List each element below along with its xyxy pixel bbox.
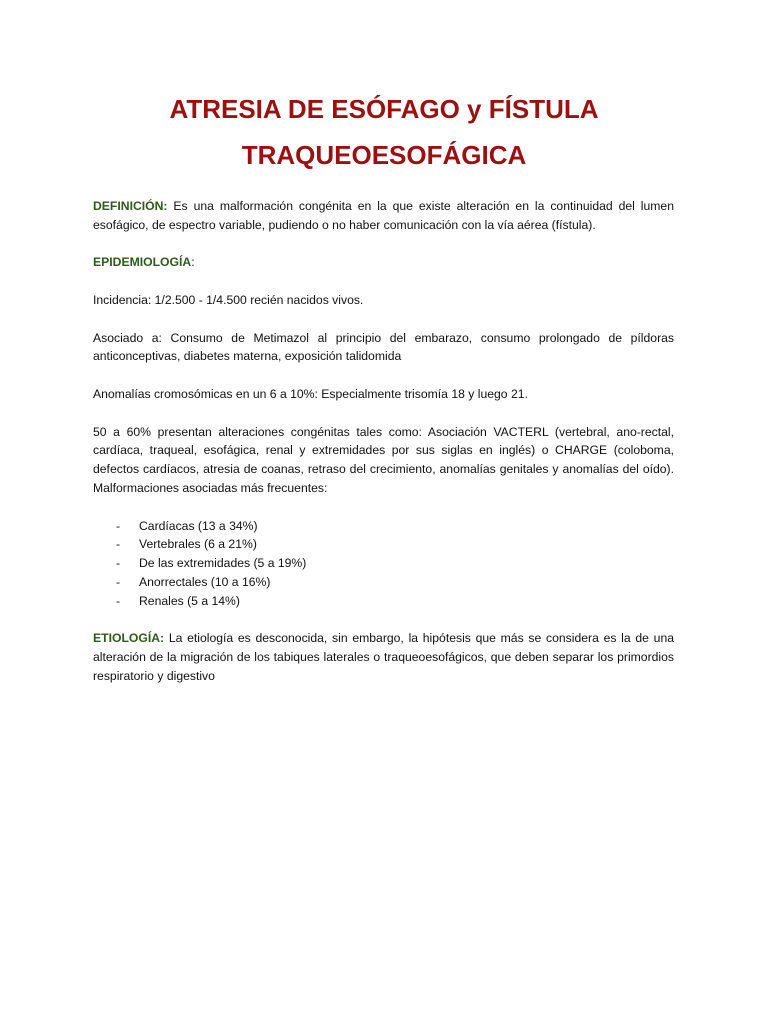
etiology-text: La etiología es desconocida, sin embargo, la hipótesis que más se considera es la de una alteración de la migración de los tabiques laterales o traqueoesofágicos, que deben separar los primordios respiratorio y digestivo (93, 631, 674, 683)
list-item-text: Renales (5 a 14%) (139, 593, 240, 608)
list-item-text: Cardíacas (13 a 34%) (139, 518, 258, 533)
epidemiology-colon: : (191, 255, 195, 270)
title-line-2: TRAQUEOESOFÁGICA (241, 140, 527, 170)
list-item-text: De las extremidades (5 a 19%) (139, 556, 307, 571)
list-item-text: Vertebrales (6 a 21%) (139, 537, 257, 552)
list-item (93, 592, 674, 611)
definition-label: DEFINICIÓN: (93, 199, 168, 213)
list-bullet: - (116, 574, 121, 589)
etiology-label: ETIOLOGÍA: (93, 631, 165, 646)
list-bullet: - (116, 537, 121, 552)
congenital-paragraph: 50 a 60% presentan alteraciones congénitas tales como: Asociación VACTERL (vertebral, ano-rectal, cardíaca, traqueal, esofágica, renal y extremidades por sus siglas en inglés) o CHARGE (coloboma, defectos cardíacos, atresia de coanas, retraso del crecimiento, anomalías genitales y anomalías del oído). Malformaciones asociadas más frecuentes: (93, 424, 674, 495)
definition-paragraph (93, 197, 674, 235)
epidemiology-heading (93, 253, 674, 272)
list-item (93, 535, 674, 554)
document-body (93, 197, 674, 705)
incidence-paragraph: Incidencia: 1/2.500 - 1/4.500 recién nacidos vivos. (93, 292, 364, 307)
malformations-list (93, 517, 674, 611)
page-title (60, 86, 708, 178)
epidemiology-label: EPIDEMIOLOGÍA (93, 255, 192, 270)
list-bullet: - (116, 593, 121, 608)
list-item (93, 517, 674, 536)
list-item-text: Anorrectales (10 a 16%) (139, 574, 271, 589)
title-line-1: ATRESIA DE ESÓFAGO y FÍSTULA (169, 94, 599, 124)
associated-paragraph: Asociado a: Consumo de Metimazol al principio del embarazo, consumo prolongado de píldoras anticonceptivas, diabetes materna, exposición talidomida (93, 330, 674, 364)
list-item (93, 554, 674, 573)
list-bullet: - (116, 518, 121, 533)
chromosomal-paragraph: Anomalías cromosómicas en un 6 a 10%: Especialmente trisomía 18 y luego 21. (93, 386, 528, 401)
list-bullet: - (116, 556, 121, 571)
definition-text: Es una malformación congénita en la que existe alteración en la continuidad del lumen esofágico, de espectro variable, pudiendo o no haber comunicación con la vía aérea (fístula). (93, 199, 674, 232)
list-item (93, 573, 674, 592)
etiology-paragraph (93, 629, 674, 685)
